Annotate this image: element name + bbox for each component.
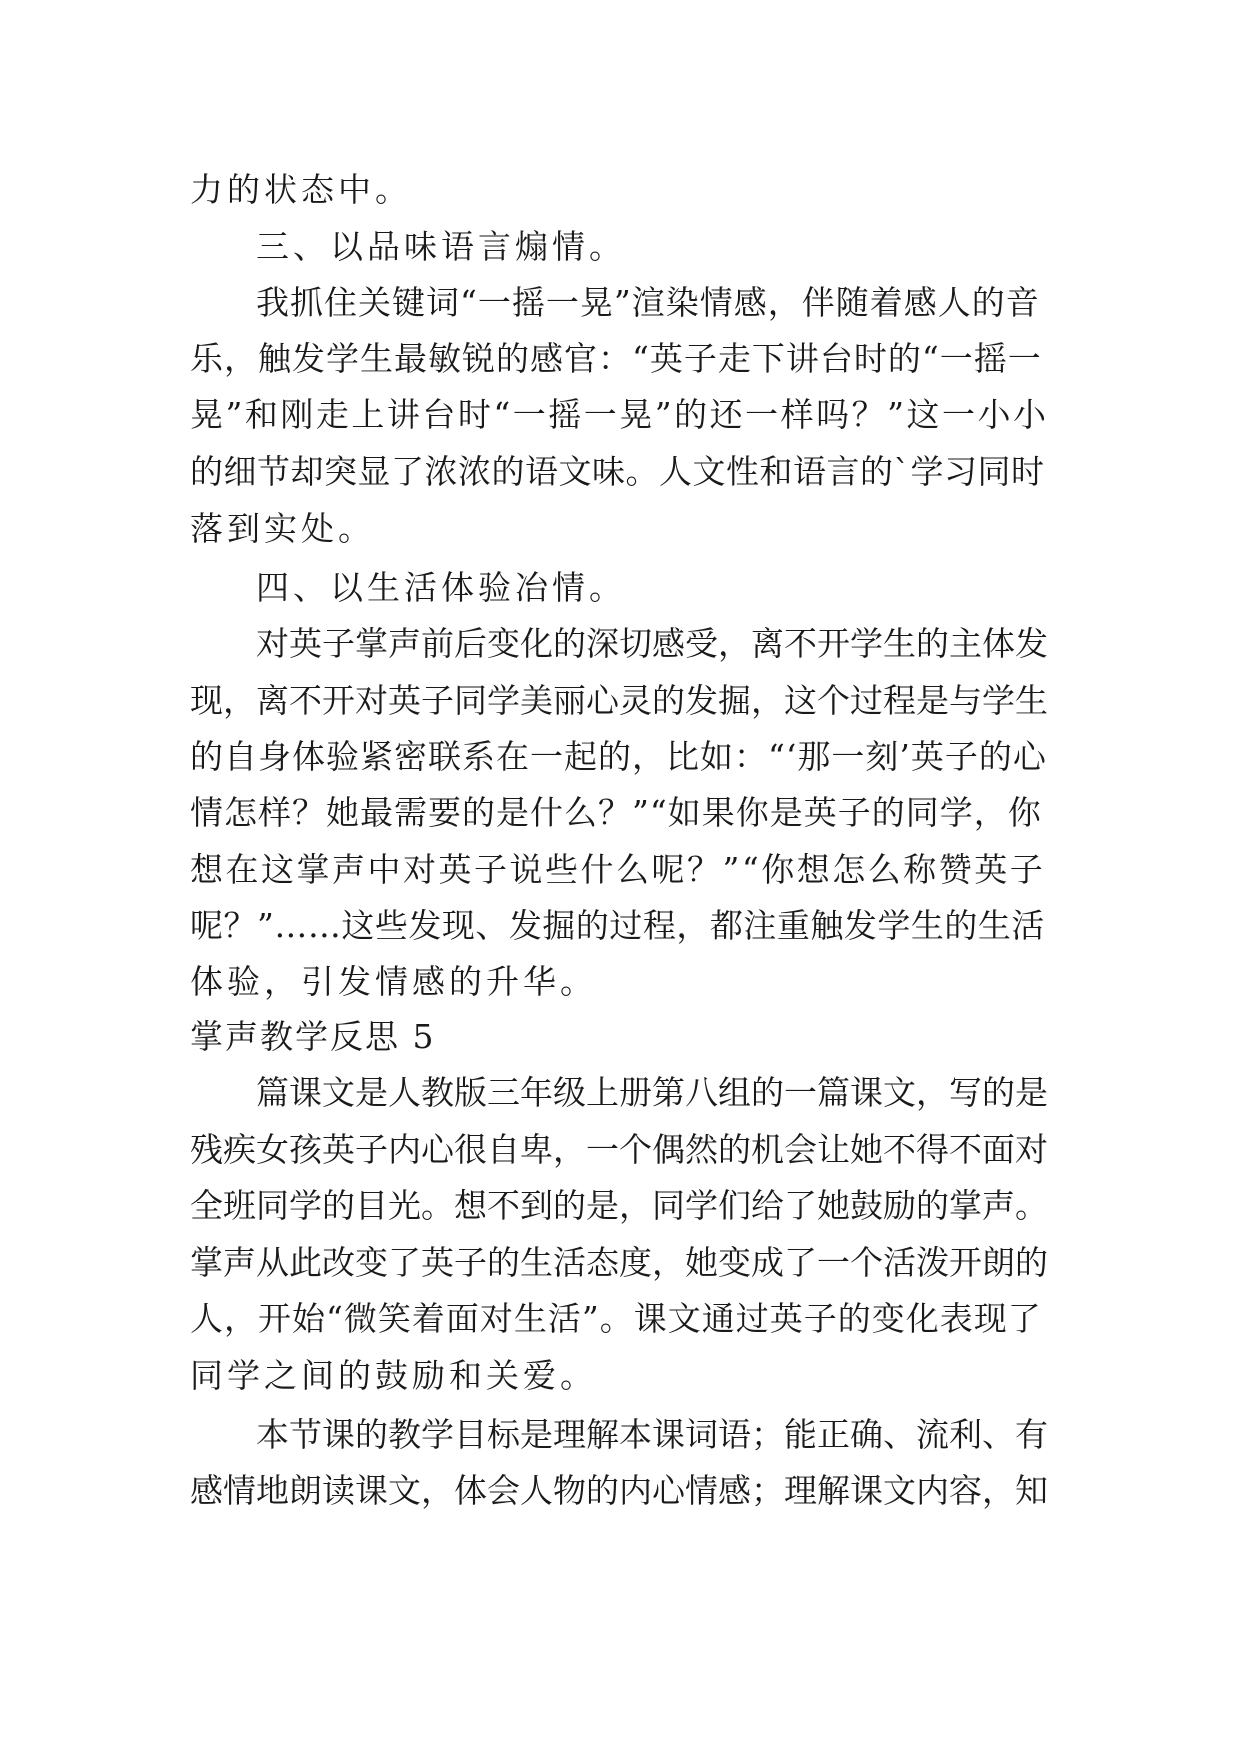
text-line: 落到实处。 <box>190 509 375 548</box>
document-title: 掌声教学反思 5 <box>190 1017 436 1056</box>
text-line: 乐，触发学生最敏锐的感官：“英子走下讲台时的“一摇一 <box>190 339 1042 378</box>
text-line: 本节课的教学目标是理解本课词语；能正确、流利、有 <box>256 1415 1048 1454</box>
section-heading: 三、以品味语言煽情。 <box>256 227 626 266</box>
text-line: 呢？”……这些发现、发掘的过程，都注重触发学生的生活 <box>190 906 1045 945</box>
text-line: 晃”和刚走上讲台时“一摇一晃”的还一样吗？”这一小小 <box>190 395 1049 434</box>
text-line: 的自身体验紧密联系在一起的，比如：“‘那一刻’英子的心 <box>190 737 1047 776</box>
text-line: 的细节却突显了浓浓的语文味。人文性和语言的`学习同时 <box>190 452 1045 491</box>
section-heading: 四、以生活体验冶情。 <box>256 568 626 607</box>
text-line: 残疾女孩英子内心很自卑，一个偶然的机会让她不得不面对 <box>190 1130 1048 1169</box>
text-line: 感情地朗读课文，体会人物的内心情感；理解课文内容，知 <box>190 1471 1048 1510</box>
text-line: 力的状态中。 <box>190 170 412 209</box>
text-line: 全班同学的目光。想不到的是，同学们给了她鼓励的掌声。 <box>190 1186 1048 1225</box>
text-line: 对英子掌声前后变化的深切感受，离不开学生的主体发 <box>256 624 1048 663</box>
text-line: 想在这掌声中对英子说些什么呢？”“你想怎么称赞英子 <box>190 850 1046 889</box>
text-line: 体验，引发情感的升华。 <box>190 962 597 1001</box>
text-line: 我抓住关键词“一摇一晃”渲染情感，伴随着感人的音 <box>256 283 1040 322</box>
text-line: 现，离不开对英子同学美丽心灵的发掘，这个过程是与学生 <box>190 681 1048 720</box>
text-line: 掌声从此改变了英子的生活态度，她变成了一个活泼开朗的 <box>190 1243 1048 1282</box>
text-line: 篇课文是人教版三年级上册第八组的一篇课文，写的是 <box>256 1073 1048 1112</box>
text-line: 人，开始“微笑着面对生活”。课文通过英子的变化表现了 <box>190 1299 1042 1338</box>
text-line: 情怎样？她最需要的是什么？”“如果你是英子的同学，你 <box>190 793 1042 832</box>
text-line: 同学之间的鼓励和关爱。 <box>190 1356 597 1395</box>
